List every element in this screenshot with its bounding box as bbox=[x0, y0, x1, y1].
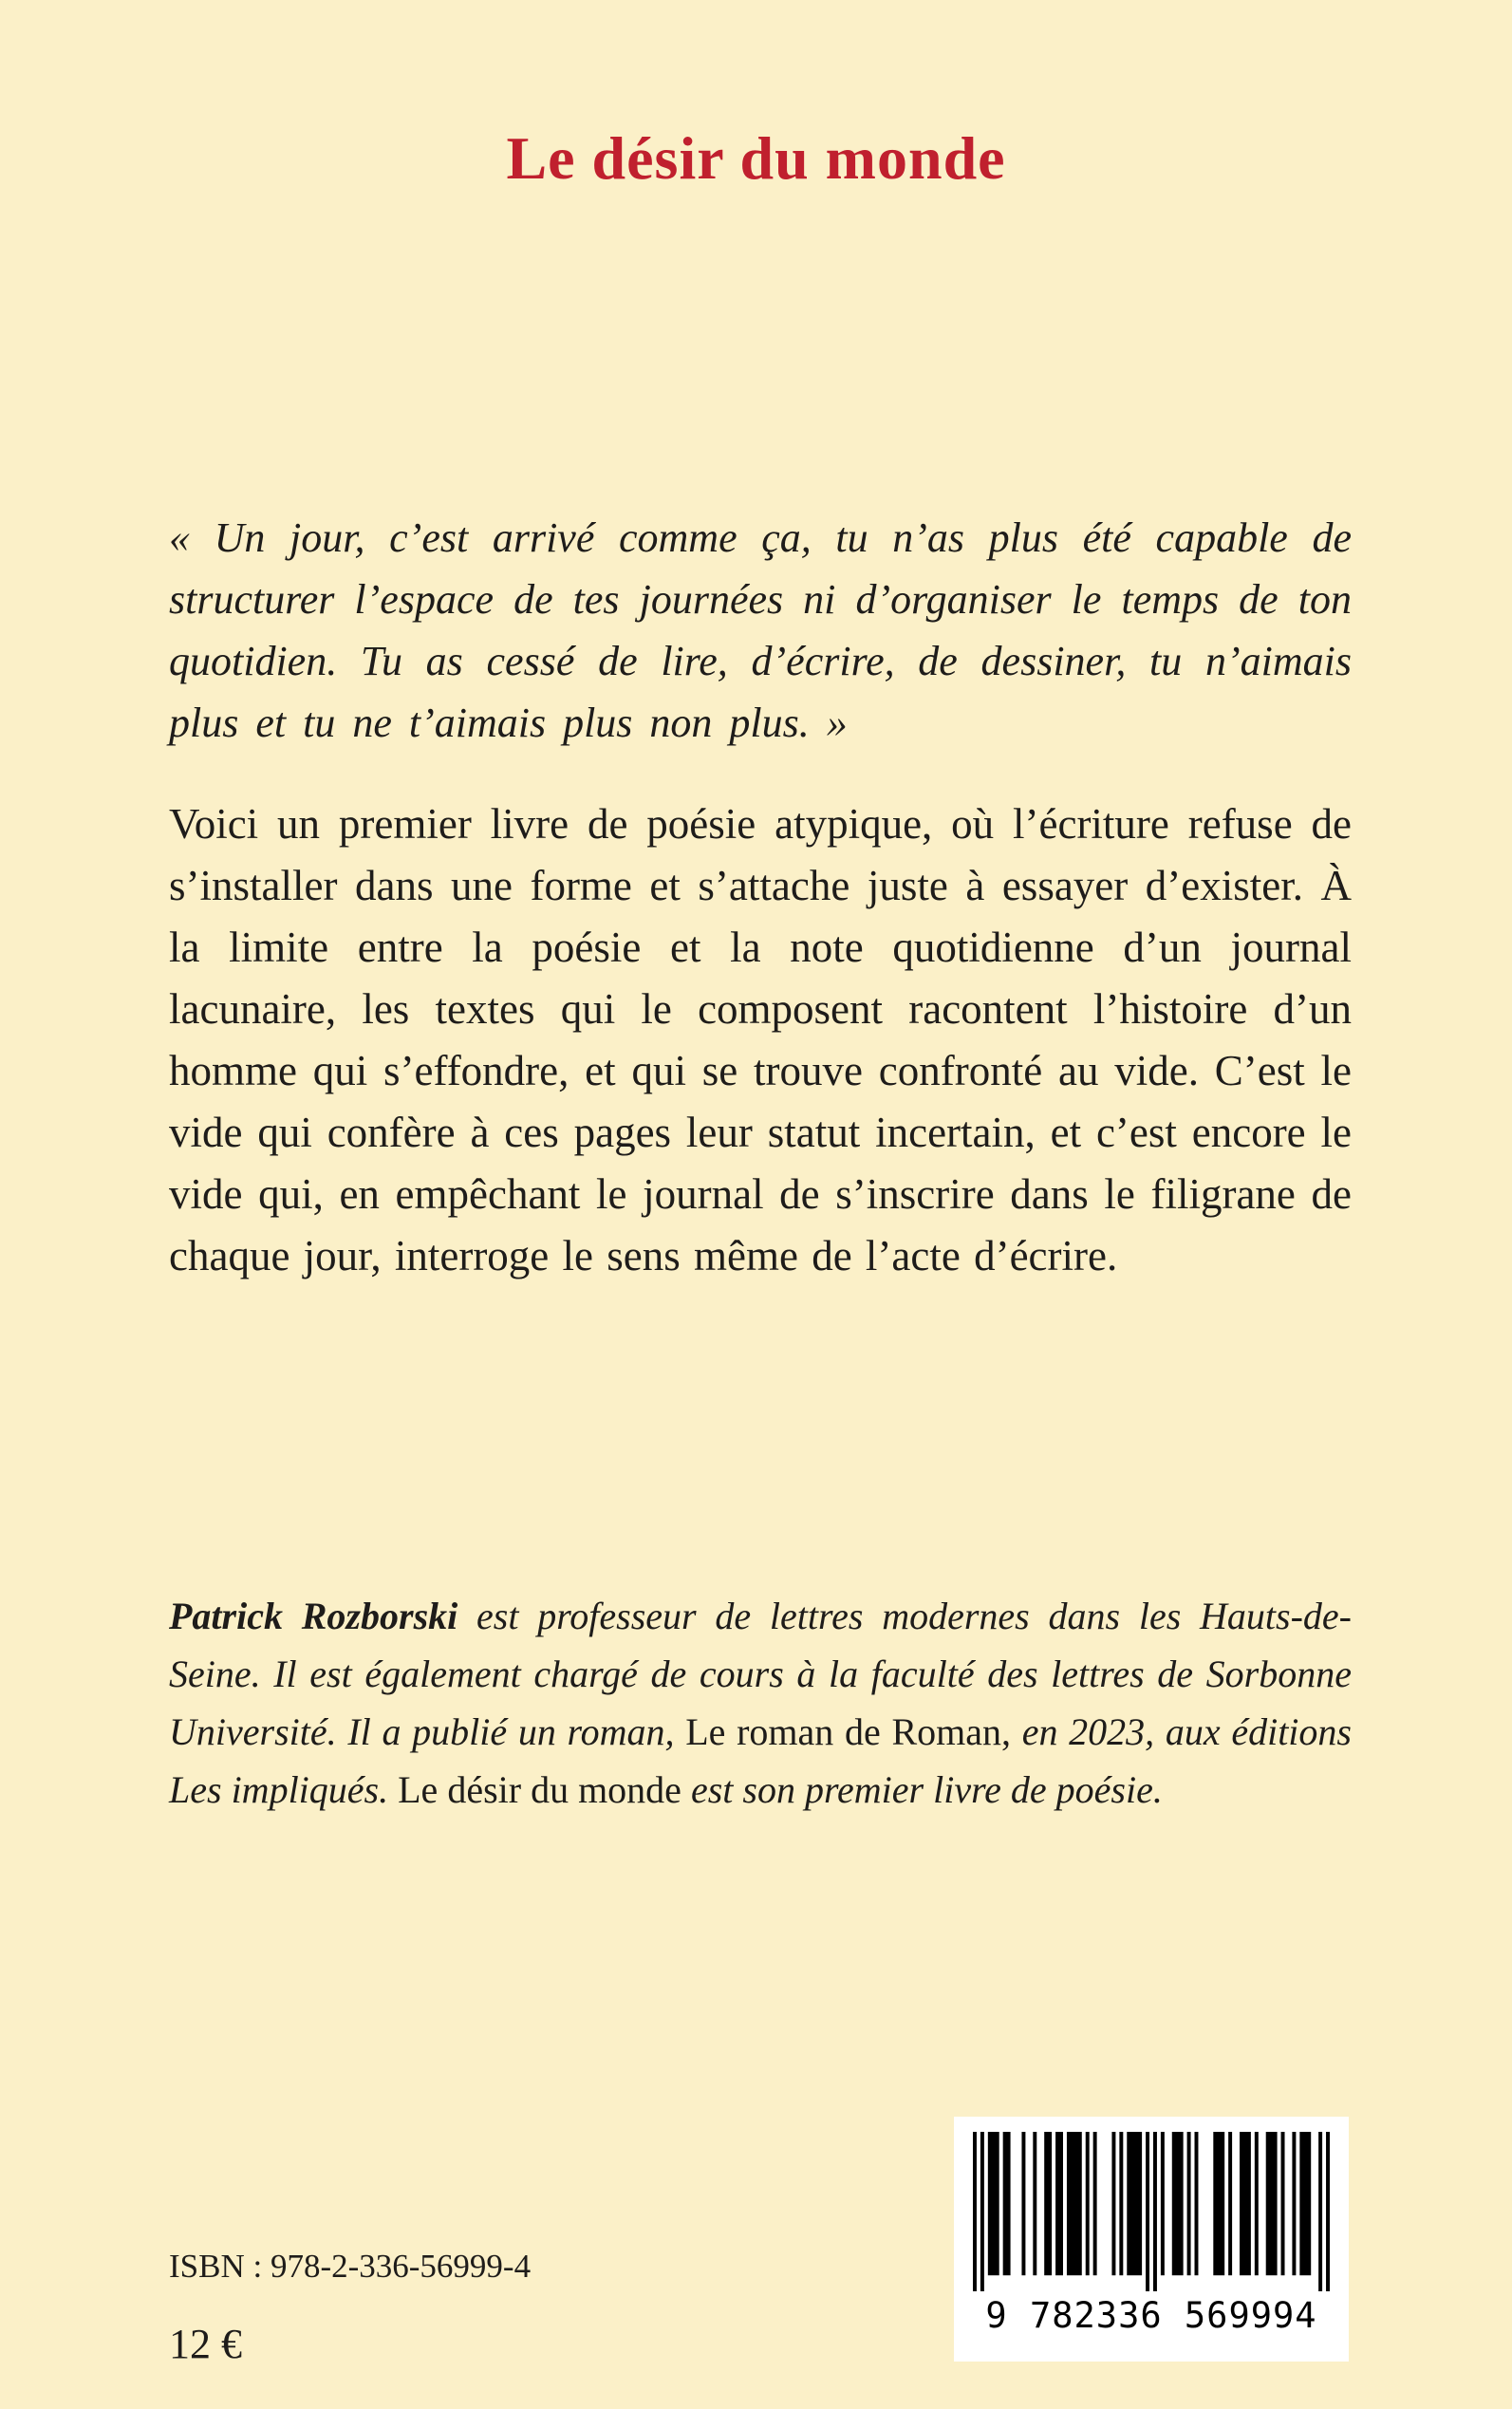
bio-book-title-desir: Le désir du monde bbox=[398, 1768, 681, 1811]
bio-text-segment: est son premier livre de poésie. bbox=[681, 1768, 1163, 1811]
barcode-number: 9 782336 569994 bbox=[985, 2295, 1317, 2336]
book-description: Voici un premier livre de poésie atypique, où l’écriture refuse de s’installer dans une forme et s’attache juste à essayer d’exister. À la limite entre la poésie et la note quotidienne d’un journal lacunaire, les textes qui le composent racontent l’histoire d’un homme qui s’effondre, et qui se trouve confronté au vide. C’est le vide qui confère à ces pages leur statut incertain, et c’est encore le vide qui, en empêchant le journal de s’inscrire dans le filigrane de chaque jour, interroge le sens même de l’acte d’écrire. bbox=[169, 800, 1352, 1279]
bio-text-segment: est professeur de lettres modernes dans les Hauts-de-Seine. Il est également chargé de cours à la faculté des lettres de Sorbonne Université. Il a publié un roman, bbox=[169, 1595, 1352, 1753]
barcode-panel bbox=[954, 2117, 1349, 2362]
book-title: Le désir du monde bbox=[506, 124, 1006, 192]
isbn-label: ISBN : 978-2-336-56999-4 bbox=[169, 2248, 532, 2285]
price-label: 12 € bbox=[169, 2321, 242, 2367]
bio-book-title-roman: Le roman de Roman, bbox=[685, 1710, 1012, 1753]
barcode-icon bbox=[973, 2132, 1330, 2291]
author-bio bbox=[169, 1587, 1352, 1819]
back-cover-quote: « Un jour, c’est arrivé comme ça, tu n’as plus été capable de structurer l’espace de tes journées ni d’organiser le temps de ton quotidien. Tu as cessé de lire, d’écrire, de dessiner, tu n’aimais plus et tu ne t’aimais plus non plus. » bbox=[169, 514, 1352, 746]
bio-text-segment: en 2023, aux éditions Les impliqués. bbox=[169, 1710, 1352, 1811]
author-name: Patrick Rozborski bbox=[169, 1595, 458, 1637]
